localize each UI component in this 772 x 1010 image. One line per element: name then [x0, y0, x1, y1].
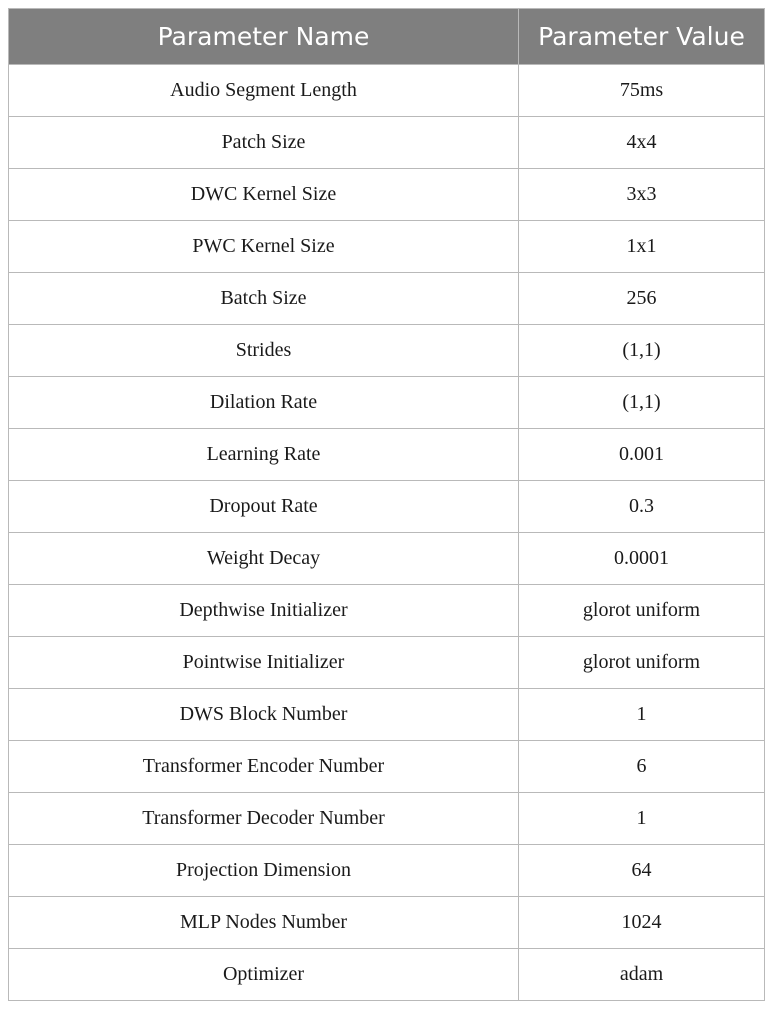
table-row: [9, 65, 765, 117]
table-row: [9, 741, 765, 793]
table-row: [9, 377, 765, 429]
parameter-value-cell: 1x1: [519, 221, 765, 273]
parameter-name-cell: Projection Dimension: [9, 845, 519, 897]
header-parameter-name: Parameter Name: [9, 9, 519, 65]
parameter-value-cell: 256: [519, 273, 765, 325]
table-row: [9, 845, 765, 897]
parameter-value-cell: 0.001: [519, 429, 765, 481]
parameter-value-cell: 1024: [519, 897, 765, 949]
table-row: [9, 637, 765, 689]
parameter-table: [8, 8, 765, 1001]
parameter-name-cell: Dropout Rate: [9, 481, 519, 533]
parameter-value-cell: 4x4: [519, 117, 765, 169]
parameter-value-cell: 0.3: [519, 481, 765, 533]
parameter-name-cell: DWC Kernel Size: [9, 169, 519, 221]
parameter-value-cell: (1,1): [519, 325, 765, 377]
parameter-name-cell: Weight Decay: [9, 533, 519, 585]
table-row: [9, 169, 765, 221]
parameter-name-cell: Transformer Decoder Number: [9, 793, 519, 845]
table-header-row: [9, 9, 765, 65]
parameter-value-cell: 3x3: [519, 169, 765, 221]
table-row: [9, 117, 765, 169]
parameter-name-cell: Patch Size: [9, 117, 519, 169]
parameter-value-cell: glorot uniform: [519, 585, 765, 637]
header-parameter-value: Parameter Value: [519, 9, 765, 65]
table-row: [9, 325, 765, 377]
parameter-name-cell: DWS Block Number: [9, 689, 519, 741]
table-row: [9, 533, 765, 585]
table-row: [9, 429, 765, 481]
table-row: [9, 949, 765, 1001]
parameter-name-cell: PWC Kernel Size: [9, 221, 519, 273]
table-row: [9, 221, 765, 273]
table-row: [9, 273, 765, 325]
parameter-value-cell: 6: [519, 741, 765, 793]
parameter-name-cell: Batch Size: [9, 273, 519, 325]
parameter-name-cell: Depthwise Initializer: [9, 585, 519, 637]
parameter-name-cell: Audio Segment Length: [9, 65, 519, 117]
parameter-value-cell: glorot uniform: [519, 637, 765, 689]
table-row: [9, 897, 765, 949]
parameter-name-cell: Pointwise Initializer: [9, 637, 519, 689]
parameter-name-cell: Dilation Rate: [9, 377, 519, 429]
parameter-value-cell: adam: [519, 949, 765, 1001]
parameter-name-cell: MLP Nodes Number: [9, 897, 519, 949]
table-row: [9, 689, 765, 741]
table-row: [9, 481, 765, 533]
parameter-value-cell: 1: [519, 689, 765, 741]
parameter-name-cell: Transformer Encoder Number: [9, 741, 519, 793]
table-row: [9, 585, 765, 637]
parameter-value-cell: 64: [519, 845, 765, 897]
parameter-value-cell: 75ms: [519, 65, 765, 117]
parameter-name-cell: Optimizer: [9, 949, 519, 1001]
table-row: [9, 793, 765, 845]
parameter-name-cell: Learning Rate: [9, 429, 519, 481]
parameter-value-cell: (1,1): [519, 377, 765, 429]
parameter-name-cell: Strides: [9, 325, 519, 377]
parameter-value-cell: 0.0001: [519, 533, 765, 585]
parameter-value-cell: 1: [519, 793, 765, 845]
